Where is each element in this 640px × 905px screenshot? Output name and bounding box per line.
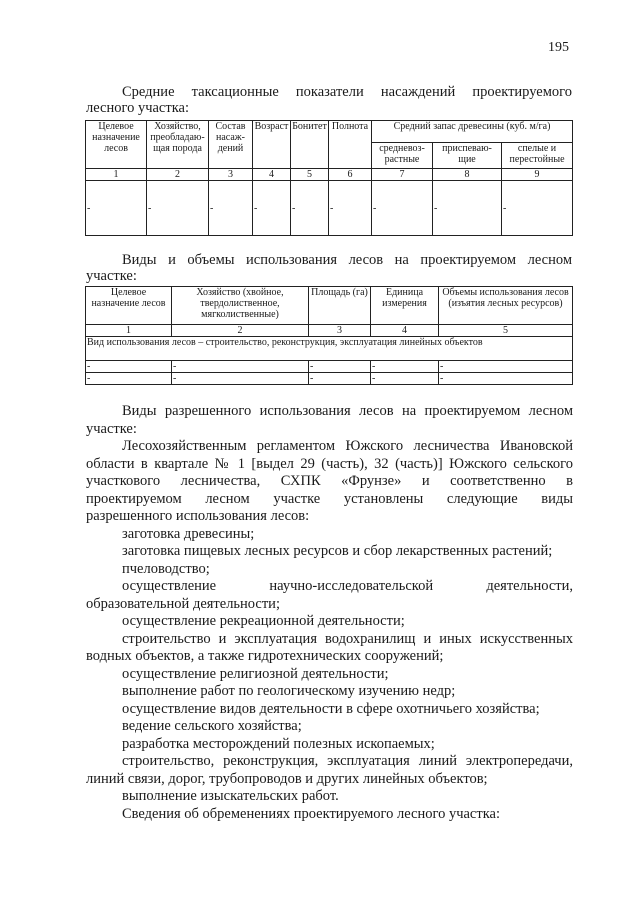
table2-caption — [86, 252, 572, 285]
table-cell: - — [147, 181, 209, 236]
table2-caption-line2: участке: — [86, 268, 137, 284]
list-item-reservoirs-line1: строительство и эксплуатация водохранилищ и иных искусственных — [122, 630, 573, 647]
list-item: осуществление религиозной деятельности; — [122, 665, 389, 682]
col-number: 6 — [329, 169, 372, 181]
usage-type-row: Вид использования лесов – строительство, реконструкция, эксплуатация линейных объектов — [86, 337, 573, 361]
table-cell: - — [439, 361, 573, 373]
table-cell: - — [329, 181, 372, 236]
table-cell: - — [172, 373, 309, 385]
col-composition-header: Состав насаж-дений — [209, 121, 253, 169]
col-number: 3 — [209, 169, 253, 181]
table-cell: - — [86, 373, 172, 385]
col-stock-mature-header: спелые и перестойные — [502, 143, 573, 169]
col-number: 3 — [309, 325, 371, 337]
forest-use-table — [85, 286, 573, 385]
list-item: разработка месторождений полезных ископаемых; — [122, 735, 435, 752]
col-number: 5 — [291, 169, 329, 181]
list-item: заготовка пищевых лесных ресурсов и сбор лекарственных растений; — [122, 543, 553, 559]
regulation-paragraph-line3: участкового лесничества, СХПК «Фрунзе» и соответственно в — [86, 473, 573, 489]
table-row — [86, 181, 573, 236]
col-number: 2 — [147, 169, 209, 181]
table-cell: - — [86, 361, 172, 373]
col-unit-header: Единица измерения — [371, 287, 439, 325]
stand-indicators-table — [85, 120, 573, 236]
table-cell: - — [291, 181, 329, 236]
table2-caption-line1: Виды и объемы использования лесов на проектируемом лесном — [122, 252, 572, 268]
table-cell: - — [372, 181, 433, 236]
table-cell: - — [172, 361, 309, 373]
table-cell: - — [433, 181, 502, 236]
col-number: 4 — [253, 169, 291, 181]
col-bonitet-header: Бонитет — [291, 121, 329, 169]
col-stock-mid-header: средневоз-растные — [372, 143, 433, 169]
col-farm-header: Хозяйство (хвойное, твердолиственное, мягколиственные) — [172, 287, 309, 325]
regulation-paragraph-line1: Лесохозяйственным регламентом Южского лесничества Ивановской — [122, 438, 573, 454]
list-item: осуществление видов деятельности в сфере охотничьего хозяйства; — [122, 700, 540, 717]
col-purpose-header: Целевое назначение лесов — [86, 287, 172, 325]
table-cell: - — [502, 181, 573, 236]
col-density-header: Полнота — [329, 121, 372, 169]
col-number: 9 — [502, 169, 573, 181]
table-row — [86, 361, 573, 373]
table-cell: - — [309, 361, 371, 373]
table1-number-row — [86, 169, 573, 181]
list-item: пчеловодство; — [122, 560, 210, 577]
table-cell: - — [309, 373, 371, 385]
regulation-paragraph-line5: разрешенного использования лесов: — [86, 508, 310, 524]
col-number: 8 — [433, 169, 502, 181]
list-item: выполнение работ по геологическому изучению недр; — [122, 683, 456, 699]
list-item-science-line1: осуществление научно-исследовательской деятельности, — [122, 578, 573, 594]
table-cell: - — [86, 181, 147, 236]
col-area-header: Площадь (га) — [309, 287, 371, 325]
body-text — [86, 403, 573, 823]
list-item: заготовка древесины; — [122, 525, 255, 542]
col-number: 5 — [439, 325, 573, 337]
table-cell: - — [253, 181, 291, 236]
regulation-paragraph-line2: области в квартале № 1 [выдел 29 (часть), 32 (часть)] Южского сельского — [86, 455, 573, 472]
encumbrance-heading: Сведения об обременениях проектируемого лесного участка: — [122, 805, 500, 822]
table-cell: - — [371, 361, 439, 373]
col-stock-header: Средний запас древесины (куб. м/га) — [372, 121, 573, 143]
col-farm-header: Хозяйство, преобладаю-щая порода — [147, 121, 209, 169]
list-item: ведение сельского хозяйства; — [122, 718, 302, 734]
col-stock-ripening-header: приспеваю-щие — [433, 143, 502, 169]
col-number: 7 — [372, 169, 433, 181]
permitted-use-heading-line2: участке: — [86, 420, 137, 437]
col-number: 2 — [172, 325, 309, 337]
table-row — [86, 373, 573, 385]
col-number: 1 — [86, 325, 172, 337]
col-purpose-header: Целевое назначение лесов — [86, 121, 147, 169]
list-item-lines-line1: строительство, реконструкция, эксплуатация линий электропередачи, — [122, 753, 573, 769]
table-cell: - — [371, 373, 439, 385]
permitted-use-heading-line1: Виды разрешенного использования лесов на проектируемом лесном — [122, 403, 573, 419]
list-item: выполнение изыскательских работ. — [122, 788, 339, 804]
list-item-science-line2: образовательной деятельности; — [86, 595, 280, 612]
col-age-header: Возраст — [253, 121, 291, 169]
table-cell: - — [209, 181, 253, 236]
col-volume-header: Объемы использования лесов (изъятия лесных ресурсов) — [439, 287, 573, 325]
table1-caption-line1: Средние таксационные показатели насаждений проектируемого — [122, 84, 572, 100]
list-item: осуществление рекреационной деятельности; — [122, 613, 405, 629]
table1-caption-line2: лесного участка: — [86, 100, 189, 116]
col-number: 4 — [371, 325, 439, 337]
table-cell: - — [439, 373, 573, 385]
page-number: 195 — [548, 40, 569, 55]
table1-caption — [86, 84, 572, 117]
regulation-paragraph-line4: проектируемом лесном участке установлены следующие виды — [86, 490, 573, 507]
table2-number-row — [86, 325, 573, 337]
col-number: 1 — [86, 169, 147, 181]
list-item-lines-line2: линий связи, дорог, трубопроводов и других линейных объектов; — [86, 770, 488, 787]
list-item-reservoirs-line2: водных объектов, а также гидротехнических сооружений; — [86, 648, 444, 664]
